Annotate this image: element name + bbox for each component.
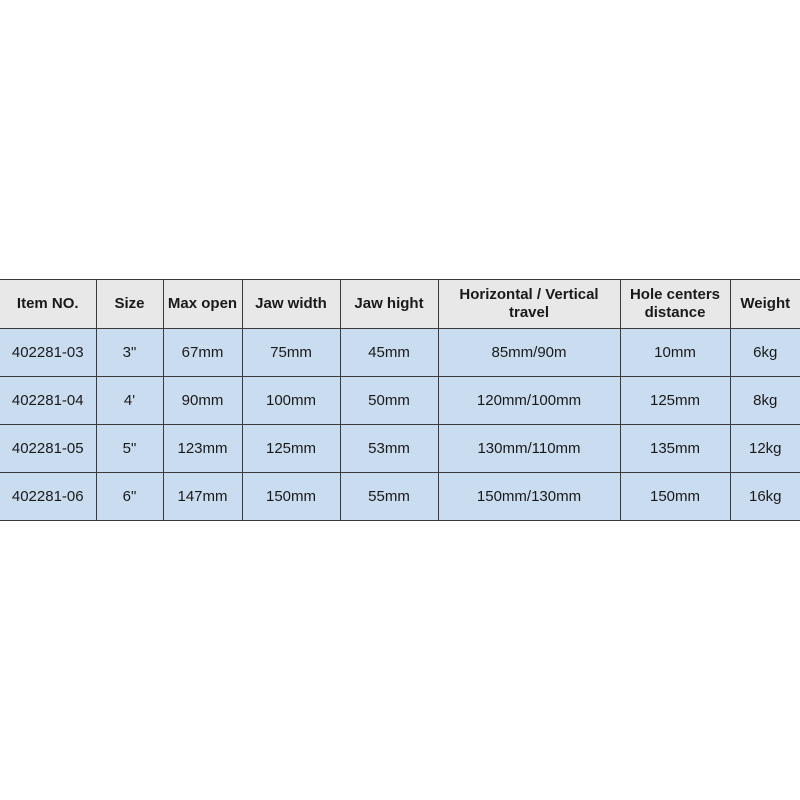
cell-weight: 12kg bbox=[730, 425, 800, 473]
cell-travel: 120mm/100mm bbox=[438, 377, 620, 425]
cell-item-no: 402281-05 bbox=[0, 425, 96, 473]
cell-weight: 16kg bbox=[730, 473, 800, 521]
cell-hole-centers: 135mm bbox=[620, 425, 730, 473]
header-max-open: Max open bbox=[163, 280, 242, 329]
cell-jaw-width: 125mm bbox=[242, 425, 340, 473]
header-size: Size bbox=[96, 280, 163, 329]
cell-size: 3" bbox=[96, 329, 163, 377]
cell-jaw-hight: 53mm bbox=[340, 425, 438, 473]
cell-travel: 85mm/90m bbox=[438, 329, 620, 377]
header-row bbox=[0, 280, 800, 329]
header-travel: Horizontal / Vertical travel bbox=[438, 280, 620, 329]
spec-table bbox=[0, 279, 800, 521]
cell-jaw-width: 100mm bbox=[242, 377, 340, 425]
cell-size: 4' bbox=[96, 377, 163, 425]
cell-jaw-width: 150mm bbox=[242, 473, 340, 521]
table-row bbox=[0, 329, 800, 377]
cell-travel: 150mm/130mm bbox=[438, 473, 620, 521]
header-hole-centers: Hole centers distance bbox=[620, 280, 730, 329]
header-item-no: Item NO. bbox=[0, 280, 96, 329]
table-row bbox=[0, 377, 800, 425]
header-jaw-width: Jaw width bbox=[242, 280, 340, 329]
cell-jaw-hight: 55mm bbox=[340, 473, 438, 521]
cell-jaw-hight: 45mm bbox=[340, 329, 438, 377]
header-jaw-hight: Jaw hight bbox=[340, 280, 438, 329]
cell-size: 5" bbox=[96, 425, 163, 473]
cell-weight: 8kg bbox=[730, 377, 800, 425]
cell-max-open: 147mm bbox=[163, 473, 242, 521]
cell-hole-centers: 150mm bbox=[620, 473, 730, 521]
cell-item-no: 402281-06 bbox=[0, 473, 96, 521]
header-weight: Weight bbox=[730, 280, 800, 329]
cell-travel: 130mm/110mm bbox=[438, 425, 620, 473]
table-row bbox=[0, 473, 800, 521]
cell-max-open: 123mm bbox=[163, 425, 242, 473]
cell-hole-centers: 125mm bbox=[620, 377, 730, 425]
cell-max-open: 90mm bbox=[163, 377, 242, 425]
cell-size: 6" bbox=[96, 473, 163, 521]
cell-weight: 6kg bbox=[730, 329, 800, 377]
cell-max-open: 67mm bbox=[163, 329, 242, 377]
cell-jaw-hight: 50mm bbox=[340, 377, 438, 425]
cell-item-no: 402281-04 bbox=[0, 377, 96, 425]
cell-jaw-width: 75mm bbox=[242, 329, 340, 377]
cell-hole-centers: 10mm bbox=[620, 329, 730, 377]
cell-item-no: 402281-03 bbox=[0, 329, 96, 377]
table-row bbox=[0, 425, 800, 473]
